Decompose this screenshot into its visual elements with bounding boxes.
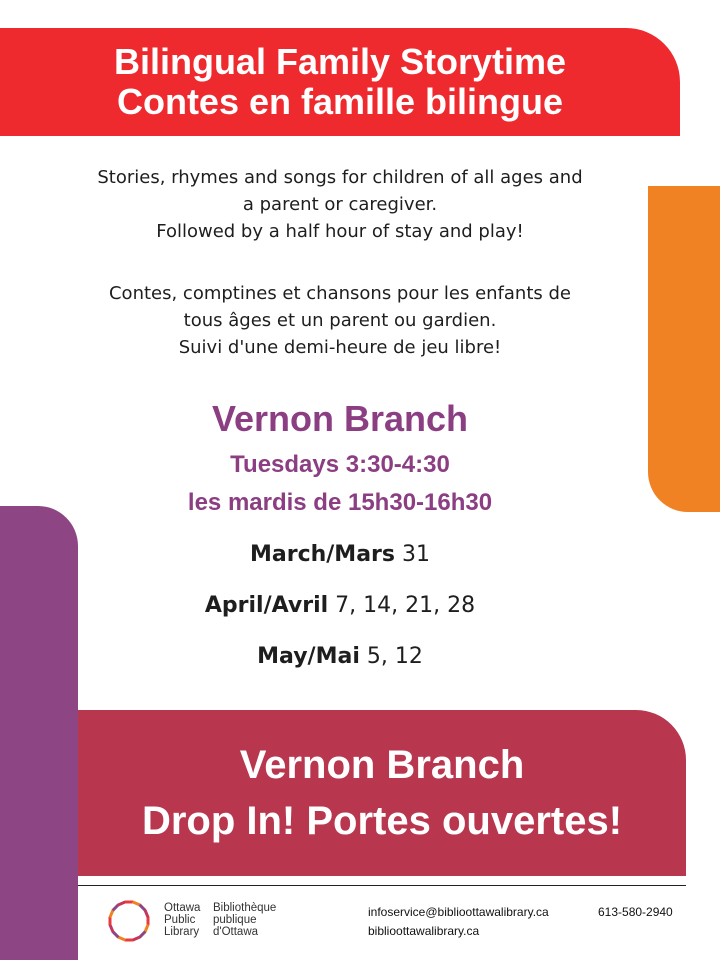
description-line: tous âges et un parent ou gardien.: [183, 310, 497, 331]
schedule-english: Tuesdays 3:30-4:30: [230, 451, 450, 478]
date-row-march: [0, 540, 680, 570]
footer-divider: [78, 885, 686, 886]
logo-word: Public: [164, 914, 196, 926]
logo-segment: [117, 901, 126, 907]
website-link[interactable]: biblioottawalibrary.ca: [368, 924, 480, 938]
logo-word: d'Ottawa: [213, 926, 259, 938]
date-row-may: [0, 642, 680, 672]
branch-name: Vernon Branch: [211, 398, 469, 439]
description-english: [40, 164, 640, 245]
schedule-french: les mardis de 15h30-16h30: [187, 489, 493, 516]
logo-word: Library: [164, 926, 200, 938]
logo-text-english: [164, 902, 200, 938]
logo-segment: [147, 917, 150, 925]
description-line: Stories, rhymes and songs for children of all ages and: [97, 167, 583, 188]
drop-in-text: Drop In! Portes ouvertes!: [141, 799, 623, 843]
logo-segment: [109, 917, 112, 925]
date-days: 7, 14, 21, 28: [335, 593, 476, 618]
description-line: a parent or caregiver.: [242, 194, 438, 215]
description-line: Suivi d'une demi-heure de jeu libre!: [178, 337, 502, 358]
logo-segment: [125, 901, 133, 904]
logo-segment: [132, 936, 141, 942]
date-month: May/Mai: [257, 644, 360, 669]
date-row-april: [0, 591, 680, 621]
logo-word: Ottawa: [164, 902, 201, 914]
title-banner: [0, 28, 680, 136]
title-english: Bilingual Family Storytime: [113, 41, 567, 82]
date-month: April/Avril: [204, 593, 329, 618]
logo-segment: [125, 939, 133, 942]
date-month: March/Mars: [249, 542, 395, 567]
drop-in-branch: Vernon Branch: [239, 743, 525, 787]
logo-word: publique: [213, 914, 257, 926]
drop-in-banner: [78, 710, 686, 876]
logo-segment: [109, 924, 115, 933]
description-line: Contes, comptines et chansons pour les enfants de: [108, 283, 571, 304]
email-link[interactable]: infoservice@biblioottawalibrary.ca: [368, 905, 549, 919]
ottawa-library-logo-icon: [104, 896, 154, 946]
date-days: 5, 12: [366, 644, 423, 669]
purple-decorative-bar: [0, 506, 78, 960]
logo-text-french: [213, 902, 276, 938]
description-french: [40, 280, 640, 361]
title-french: Contes en famille bilingue: [116, 81, 564, 122]
date-days: 31: [402, 542, 430, 567]
phone-number: 613-580-2940: [598, 905, 673, 919]
logo-word: Bibliothèque: [213, 902, 277, 914]
logo-segment: [144, 909, 150, 918]
description-line: Followed by a half hour of stay and play!: [156, 221, 524, 242]
